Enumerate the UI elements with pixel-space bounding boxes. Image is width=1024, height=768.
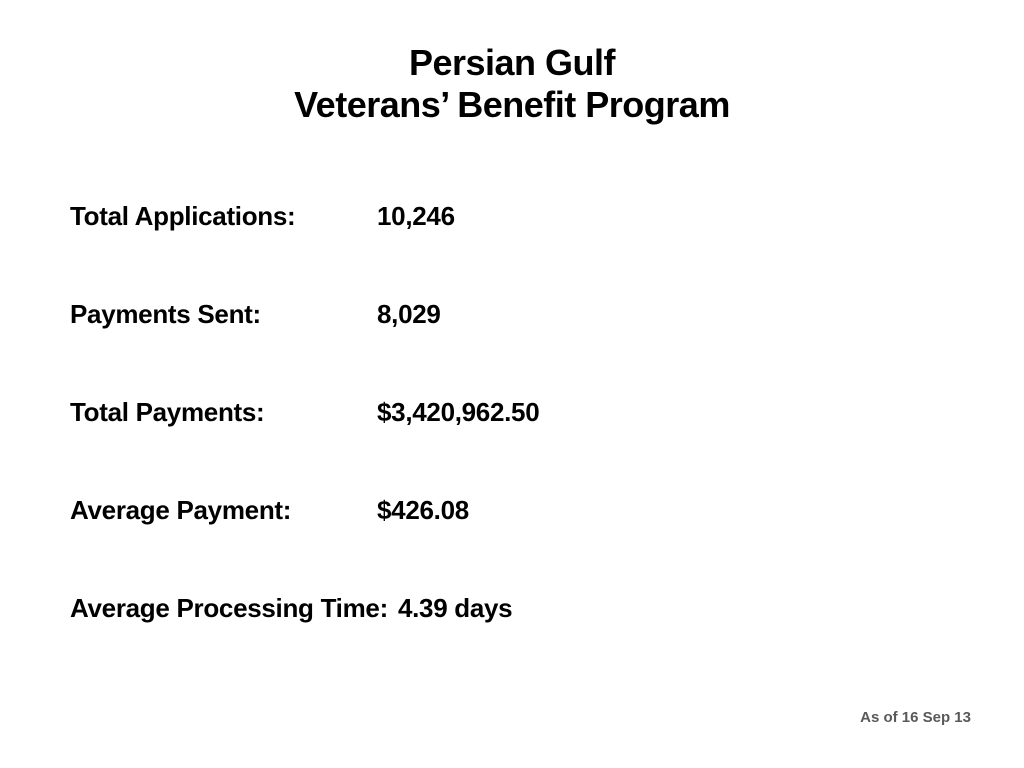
stat-value: 10,246 [377, 201, 455, 231]
stat-average-processing-time [70, 588, 512, 628]
stat-label: Payments Sent: [70, 299, 261, 329]
stat-label: Total Payments: [70, 397, 265, 427]
stat-label: Average Payment: [70, 495, 292, 525]
as-of-date: As of 16 Sep 13 [860, 709, 971, 726]
stat-label: Total Applications: [70, 201, 296, 231]
stat-value: 4.39 days [397, 593, 513, 623]
title-line-1: Persian Gulf [408, 42, 616, 83]
stat-label: Average Processing Time: [70, 593, 388, 623]
stat-value: $3,420,962.50 [377, 397, 540, 427]
slide-title [0, 42, 1024, 126]
stat-value: 8,029 [377, 299, 441, 329]
title-line-2: Veterans’ Benefit Program [294, 84, 730, 125]
stat-value: $426.08 [377, 495, 469, 525]
